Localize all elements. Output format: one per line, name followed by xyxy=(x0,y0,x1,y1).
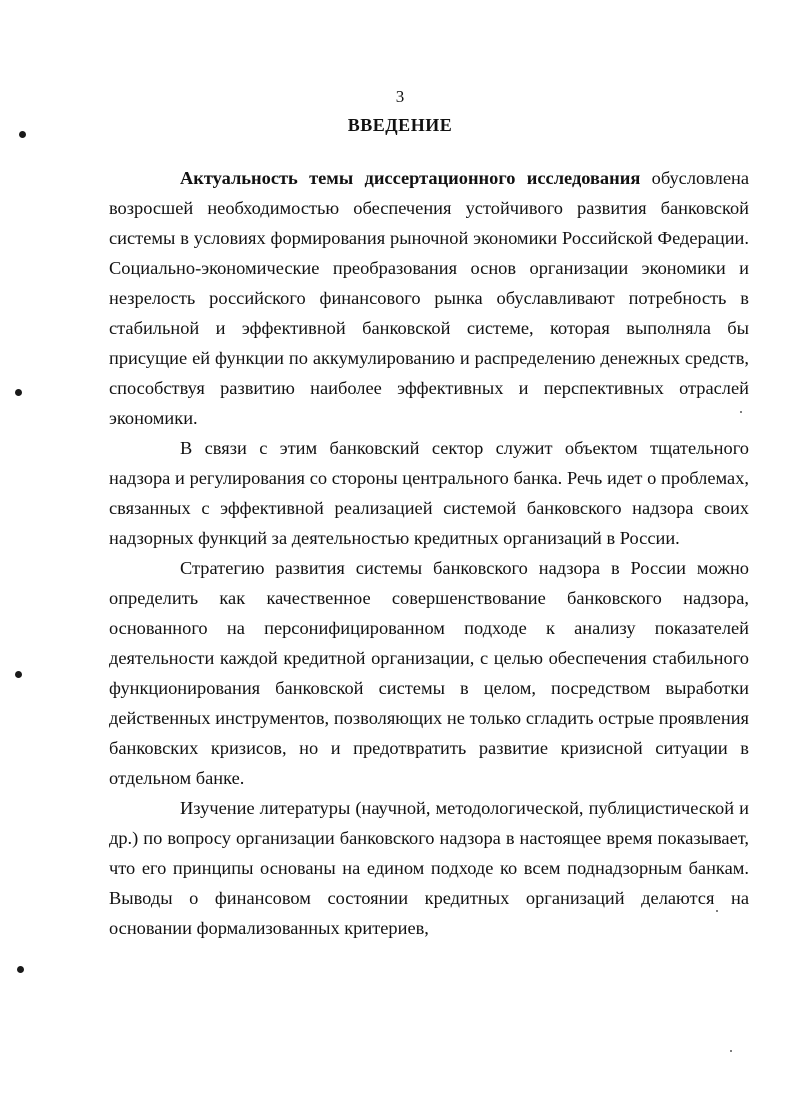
paragraph-text: Изучение литературы (научной, методологической, публицистической и др.) по вопросу организации банковского надзора в настоящее время показывает, что его принципы основаны на едином подходе ко всем поднадзорным банкам. Выводы о финансовом состоянии кредитных организаций делаются на основании формализованных критериев, xyxy=(109,798,749,938)
page-number: 3 xyxy=(395,87,405,106)
paragraph-text: обусловлена возросшей необходимостью обеспечения устойчивого развития банковской системы в условиях формирования рыночной экономики Российской Федерации. Социально-экономические преобразования основ организации экономики и незрелость российского финансового рынка обуславливают потребность в стабильной и эффективной банковской системе, которая выполняла бы присущие ей функции по аккумулированию и распределению денежных средств, способствуя развитию наиболее эффективных и перспективных отраслей экономики. xyxy=(109,168,749,428)
binding-hole-mark xyxy=(15,671,22,678)
body-text xyxy=(109,163,749,943)
paragraph-text: Стратегию развития системы банковского надзора в России можно определить как качественное совершенствование банковского надзора, основанного на персонифицированном подходе к анализу показателей деятельности каждой кредитной организации, с целью обеспечения стабильного функционирования банковской системы в целом, посредством выработки действенных инструментов, позволяющих не только сгладить острые проявления банковских кризисов, но и предотвратить развитие кризисной ситуации в отдельном банке. xyxy=(109,558,749,788)
paragraph xyxy=(109,163,749,433)
scan-speck xyxy=(730,1050,732,1052)
binding-hole-mark xyxy=(15,389,22,396)
paragraph xyxy=(109,793,749,943)
paragraph-lead-bold: Актуальность темы диссертационного исследования xyxy=(180,168,641,188)
section-heading: ВВЕДЕНИЕ xyxy=(347,115,453,135)
paragraph xyxy=(109,553,749,793)
binding-hole-mark xyxy=(17,966,24,973)
paragraph-text: В связи с этим банковский сектор служит объектом тщательного надзора и регулирования со стороны центрального банка. Речь идет о проблемах, связанных с эффективной реализацией системой банковского надзора своих надзорных функций за деятельностью кредитных организаций в России. xyxy=(109,438,749,548)
paragraph xyxy=(109,433,749,553)
